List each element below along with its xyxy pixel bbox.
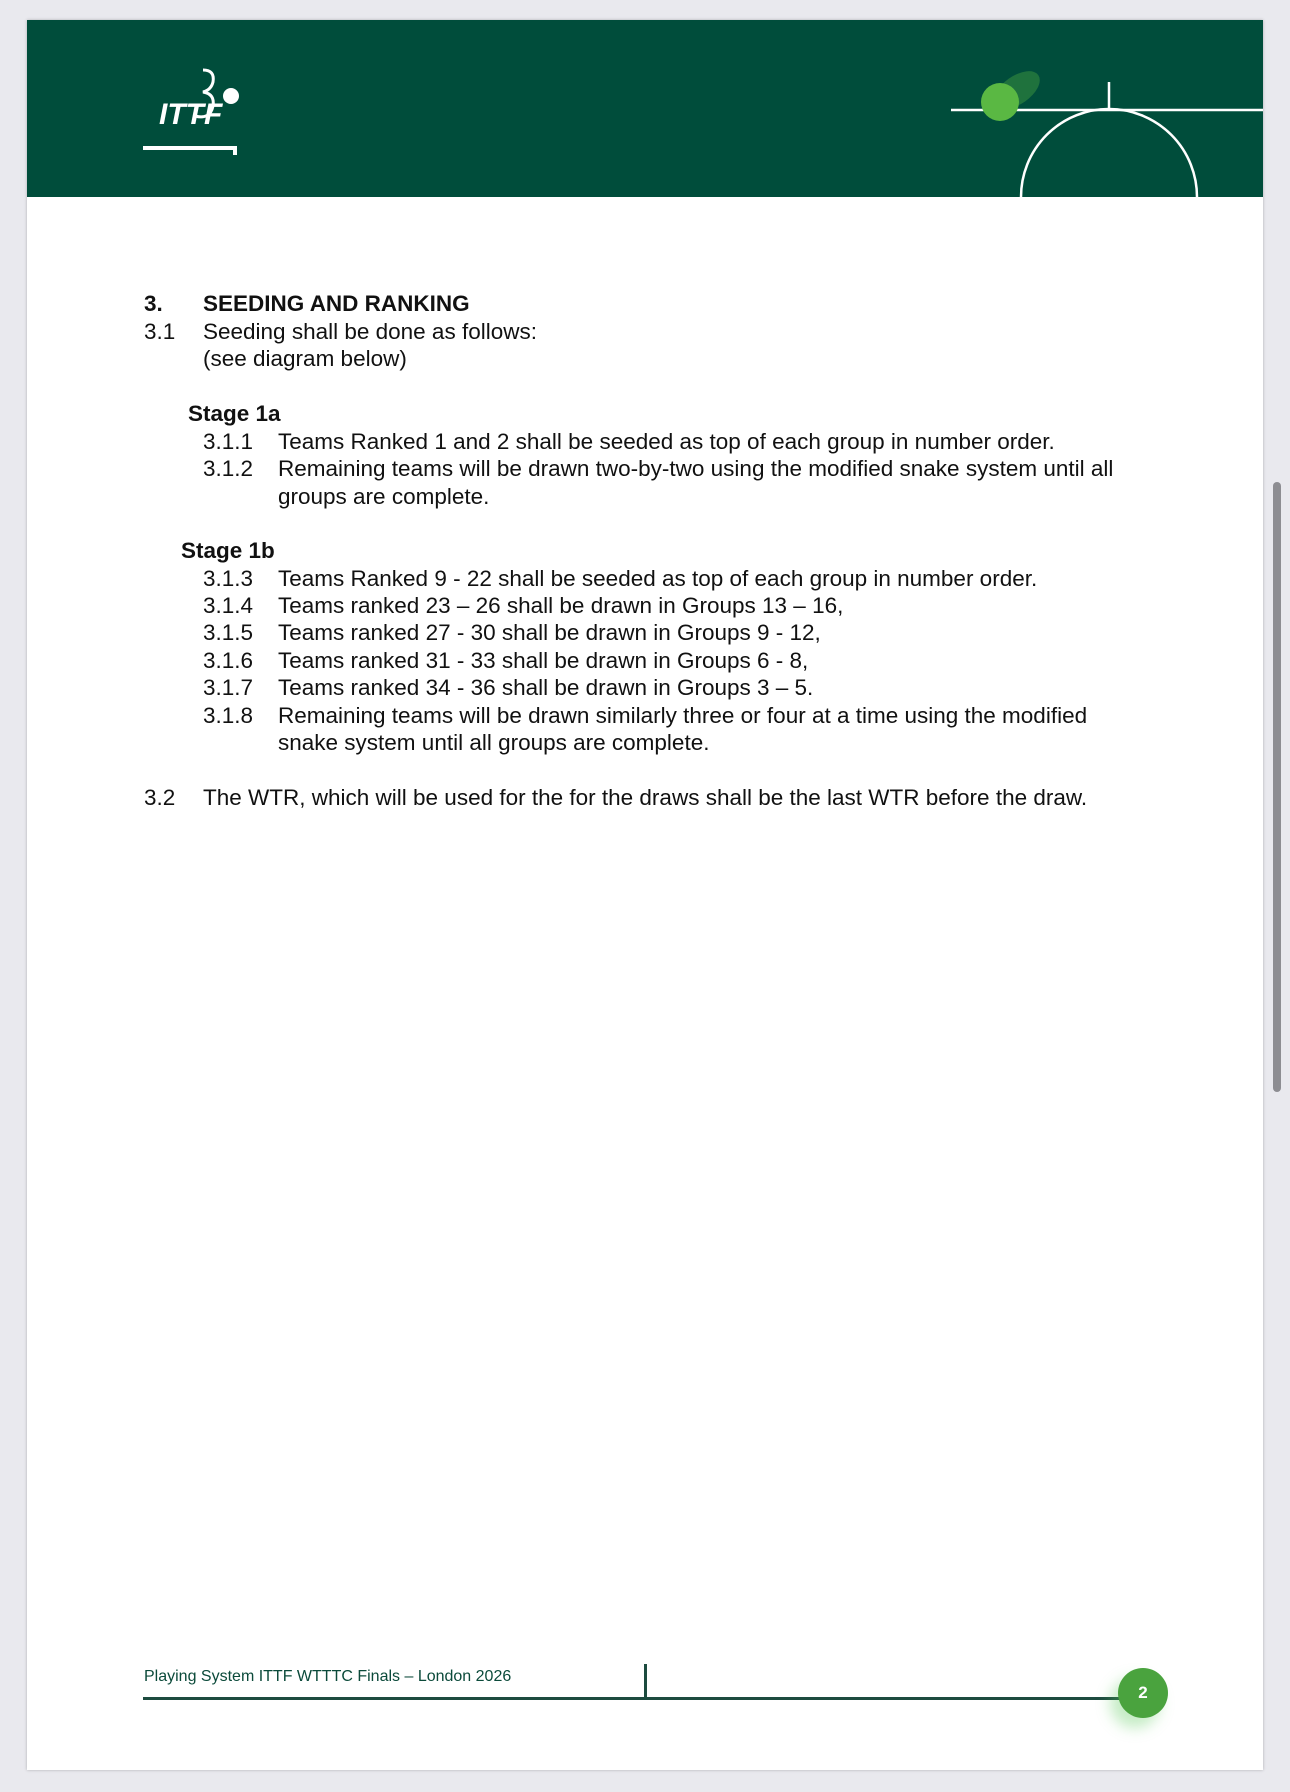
clause-text: Teams ranked 31 - 33 shall be drawn in Groups 6 - 8, [278, 648, 809, 673]
clause-text: Teams ranked 27 - 30 shall be drawn in Groups 9 - 12, [278, 620, 821, 645]
clause-text: Teams ranked 23 – 26 shall be drawn in Groups 13 – 16, [278, 593, 844, 618]
clause-3-2-number: 3.2 [144, 785, 176, 810]
clause-number: 3.1.8 [203, 703, 254, 728]
page-number-badge: 2 [1118, 1668, 1168, 1718]
footer-divider-tick [644, 1664, 647, 1700]
clause-3-2-text: The WTR, which will be used for the for the draws shall be the last WTR before the draw. [203, 785, 1088, 810]
logo-text: ITTF [159, 98, 223, 131]
document-page [27, 20, 1263, 1770]
clause-3-1-number: 3.1 [144, 319, 176, 344]
clause-text: Remaining teams will be drawn similarly three or four at a time using the modified [278, 703, 1088, 728]
clause-text: Teams Ranked 9 - 22 shall be seeded as top of each group in number order. [278, 566, 1038, 591]
clause-3-1-text: Seeding shall be done as follows: [203, 319, 537, 344]
footer-title: Playing System ITTF WTTTC Finals – London 2026 [144, 1668, 512, 1685]
clause-number: 3.1.5 [203, 620, 254, 645]
section-title: SEEDING AND RANKING [203, 291, 470, 316]
stage-1b-heading: Stage 1b [181, 538, 275, 563]
footer-rule [143, 1697, 1163, 1700]
clause-text: Remaining teams will be drawn two-by-two using the modified snake system until all [278, 456, 1114, 481]
clause-text: Teams ranked 34 - 36 shall be drawn in Groups 3 – 5. [278, 675, 814, 700]
clause-text: snake system until all groups are complete. [278, 730, 710, 755]
clause-text: groups are complete. [278, 484, 490, 509]
clause-3-1-note: (see diagram below) [203, 346, 407, 371]
clause-number: 3.1.1 [203, 429, 254, 454]
clause-text: Teams Ranked 1 and 2 shall be seeded as top of each group in number order. [278, 429, 1055, 454]
stage-1a-heading: Stage 1a [188, 401, 281, 426]
clause-number: 3.1.4 [203, 593, 254, 618]
clause-number: 3.1.3 [203, 566, 254, 591]
clause-number: 3.1.6 [203, 648, 254, 673]
scrollbar-thumb[interactable] [1273, 482, 1281, 1092]
section-number: 3. [144, 291, 163, 316]
clause-number: 3.1.2 [203, 456, 254, 481]
clause-number: 3.1.7 [203, 675, 254, 700]
document-body [27, 20, 1263, 1770]
